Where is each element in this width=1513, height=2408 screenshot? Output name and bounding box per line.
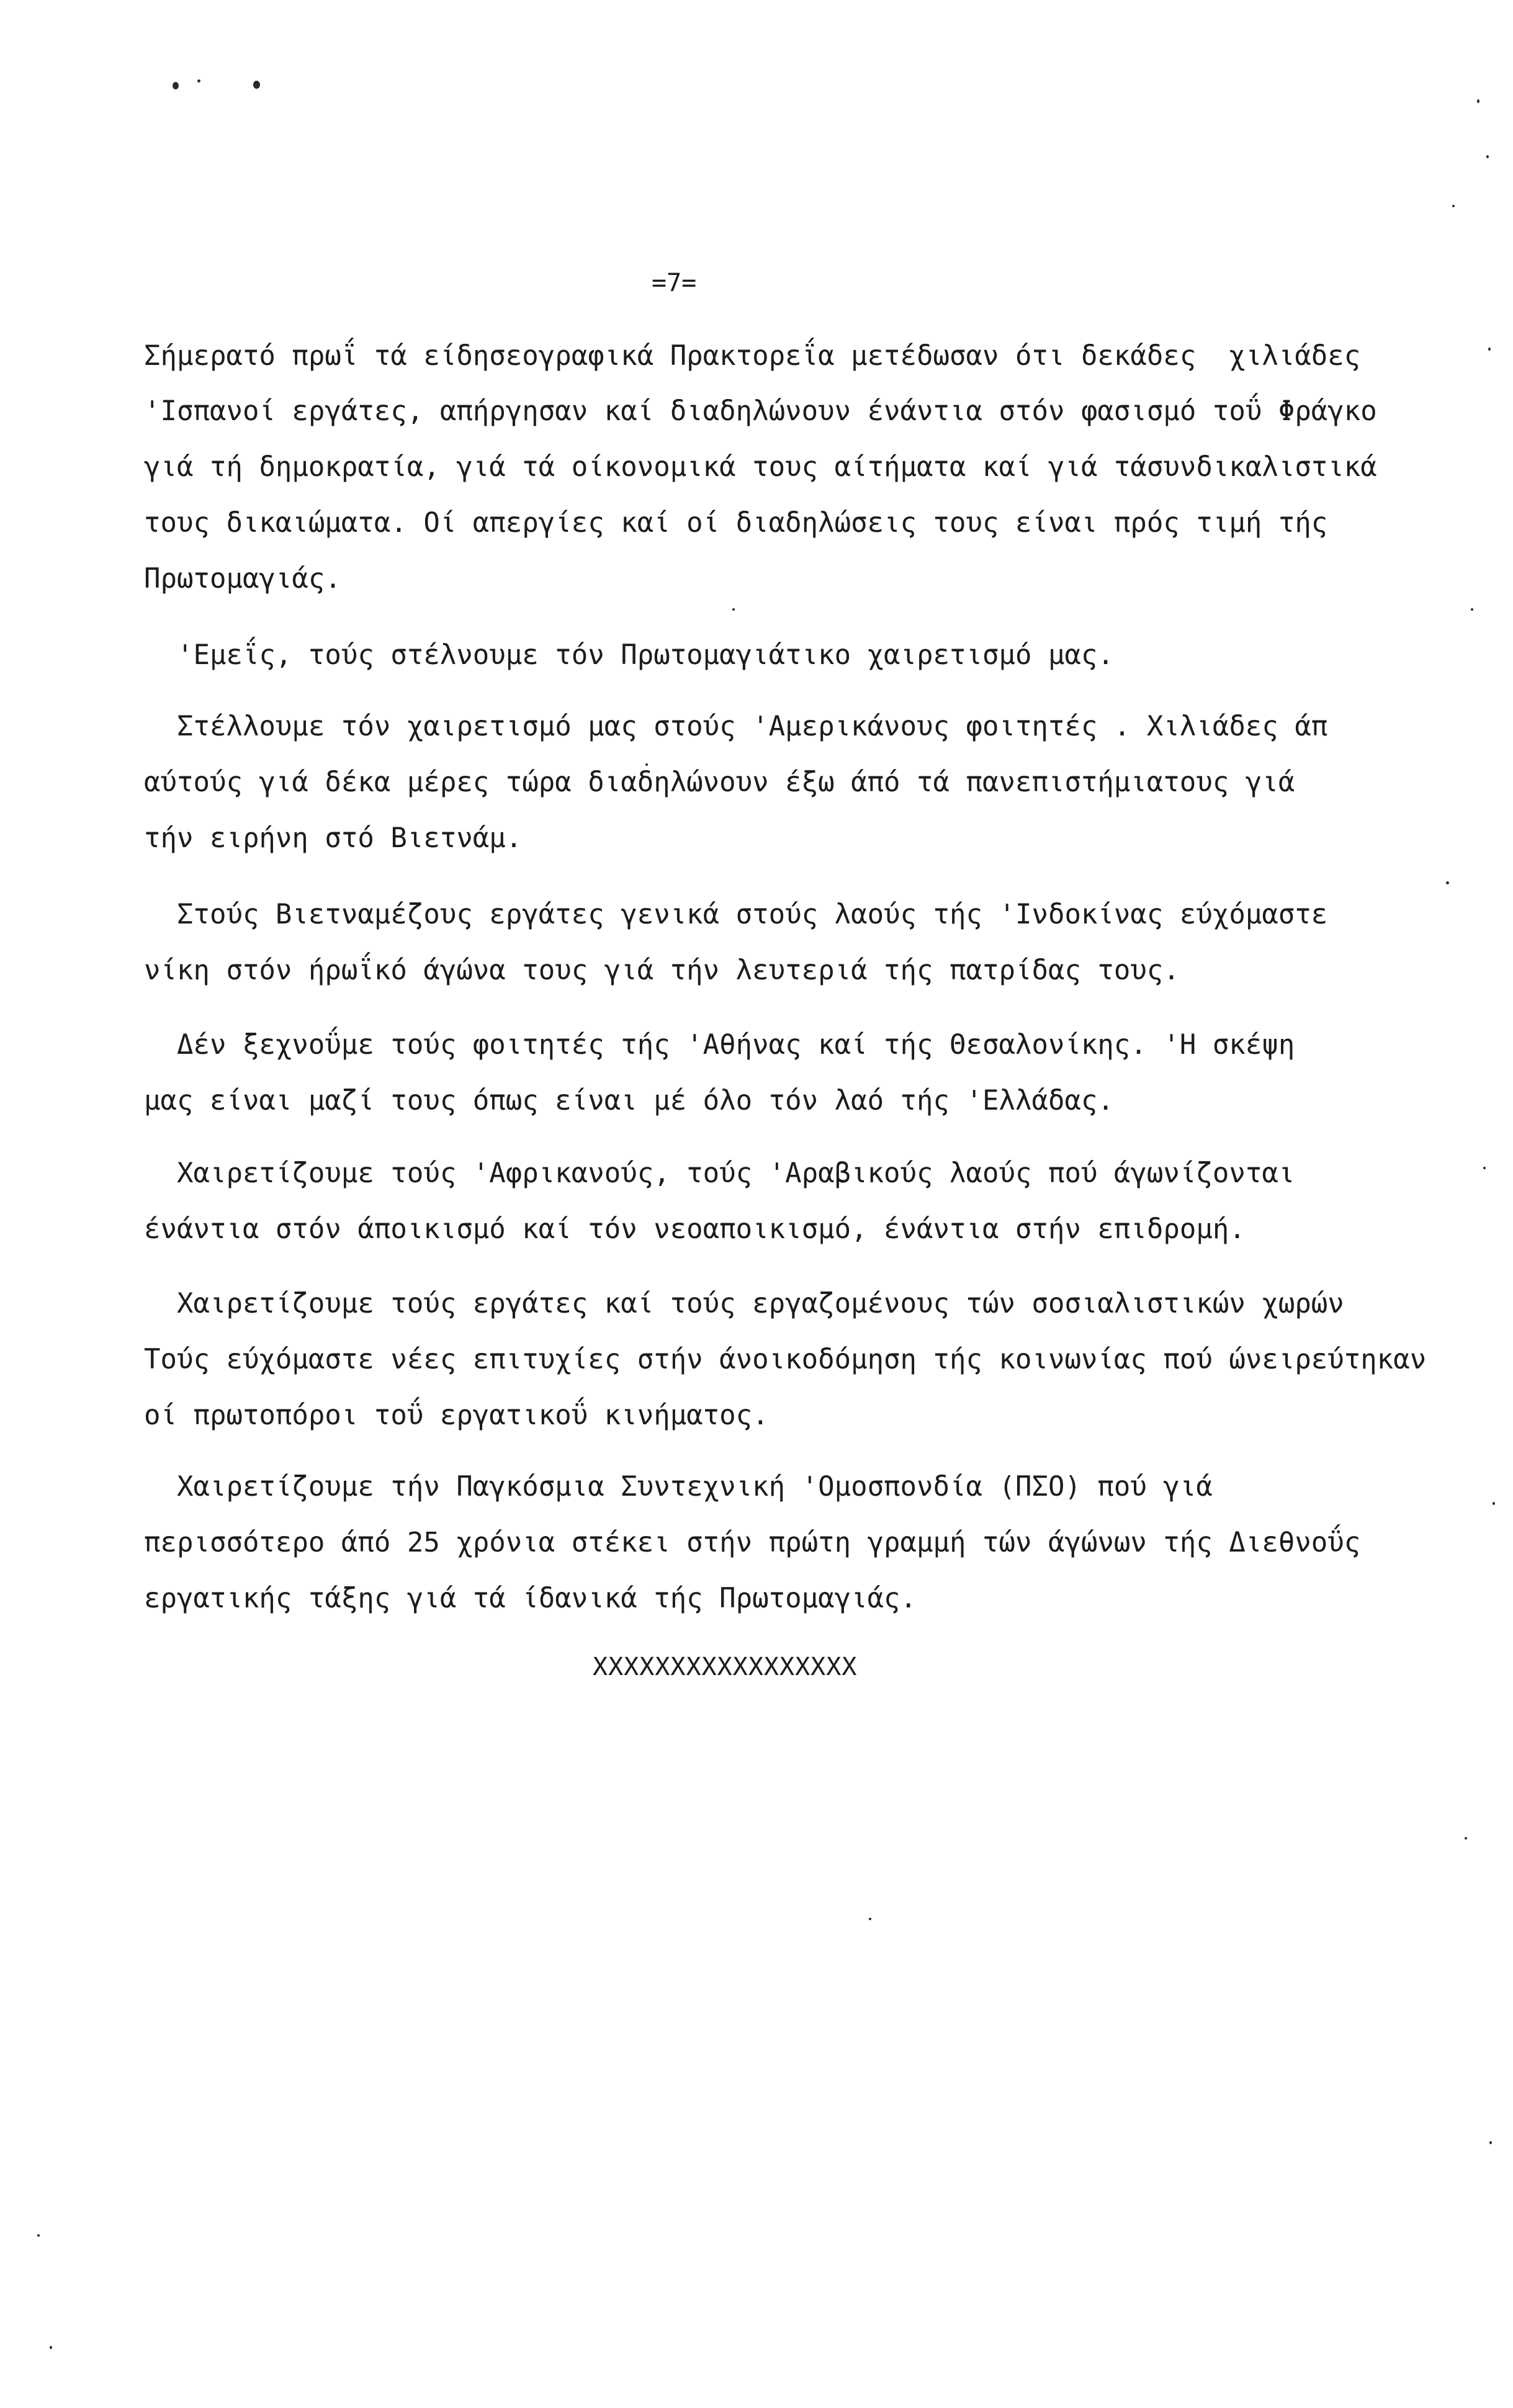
- text-line: Χαιρετίζουμε τήν Παγκόσμια Συντεχνική 'Ομοσπονδία (ΠΣΟ) πού γιά: [144, 1471, 1213, 1503]
- text-line: γιά τή δημοκρατία, γιά τά οίκονομικά τους αίτήματα καί γιά τάσυνδικαλιστικά: [144, 451, 1377, 483]
- scan-speck: [1488, 348, 1491, 351]
- text-line: νίκη στόν ήρωΐκό άγώνα τους γιά τήν λευτεριά τής πατρίδας τους.: [144, 955, 1180, 986]
- scan-speck: [1446, 881, 1449, 884]
- text-line: περισσότερο άπό 25 χρόνια στέκει στήν πρώτη γραμμή τών άγώνων τής Διεθνοΰς: [144, 1527, 1361, 1558]
- scan-speck: [1489, 2141, 1492, 2144]
- text-line: Πρωτομαγιάς.: [144, 563, 341, 595]
- text-line: οί πρωτοπόροι τοΰ εργατικοΰ κινήματος.: [144, 1399, 769, 1431]
- scan-speck: [1465, 1837, 1467, 1840]
- scan-speck: [1452, 205, 1455, 207]
- scan-speck: [173, 82, 179, 89]
- scan-speck: [1486, 155, 1489, 158]
- scan-speck: [197, 79, 200, 83]
- text-line: Χαιρετίζουμε τούς εργάτες καί τούς εργαζομένους τών σοσιαλιστικών χωρών: [144, 1288, 1344, 1319]
- scan-speck: [1477, 99, 1479, 103]
- scan-speck: [732, 608, 735, 611]
- text-line: ένάντια στόν άποικισμό καί τόν νεοαποικισμό, ένάντια στήν επιδρομή.: [144, 1213, 1246, 1245]
- scan-speck: [1471, 608, 1473, 611]
- scan-speck: [1483, 1167, 1486, 1169]
- text-line: αύτούς γιά δέκα μέρες τώρα διαδηλώνουν έξω άπό τά πανεπιστήμιατους γιά: [144, 766, 1295, 798]
- separator-line: XXXXXXXXXXXXXXXXX: [593, 1653, 858, 1681]
- text-line: Στούς Βιετναμέζους εργάτες γενικά στούς λαούς τής 'Ινδοκίνας εύχόμαστε: [144, 899, 1328, 930]
- scan-speck: [37, 2234, 40, 2237]
- text-line: Τούς εύχόμαστε νέες επιτυχίες στήν άνοικοδόμηση τής κοινωνίας πού ώνειρεύτηκαν: [144, 1344, 1427, 1375]
- text-line: 'Ισπανοί εργάτες, απήργησαν καί διαδηλώνουν ένάντια στόν φασισμό τοΰ Φράγκο: [144, 395, 1377, 427]
- scan-speck: [50, 2346, 52, 2349]
- text-line: Στέλλουμε τόν χαιρετισμό μας στούς 'Αμερικάνους φοιτητές . Χιλιάδες άπ: [144, 711, 1328, 742]
- text-line: Χαιρετίζουμε τούς 'Αφρικανούς, τούς 'Αραβικούς λαούς πού άγωνίζονται: [144, 1157, 1295, 1189]
- text-line: Σήμερατό πρωΐ τά είδησεογραφικά Πρακτορεΐα μετέδωσαν ότι δεκάδες χιλιάδες: [144, 340, 1361, 372]
- scan-speck: [645, 763, 648, 766]
- scan-speck: [869, 1918, 871, 1920]
- scan-speck: [1493, 1502, 1495, 1505]
- text-line: μας είναι μαζί τους όπως είναι μέ όλο τόν λαό τής 'Ελλάδας.: [144, 1085, 1114, 1116]
- page-number: =7=: [652, 269, 697, 297]
- text-line: εργατικής τάξης γιά τά ίδανικά τής Πρωτομαγιάς.: [144, 1583, 917, 1614]
- text-line: 'Εμεΐς, τούς στέλνουμε τόν Πρωτομαγιάτικο χαιρετισμό μας.: [144, 639, 1114, 671]
- scan-speck: [253, 81, 260, 89]
- text-line: τους δικαιώματα. Οί απεργίες καί οί διαδηλώσεις τους είναι πρός τιμή τής: [144, 507, 1328, 539]
- text-line: τήν ειρήνη στό Βιετνάμ.: [144, 822, 523, 854]
- text-line: Δέν ξεχνοΰμε τούς φοιτητές τής 'Αθήνας καί τής Θεσαλονίκης. 'Η σκέψη: [144, 1029, 1295, 1061]
